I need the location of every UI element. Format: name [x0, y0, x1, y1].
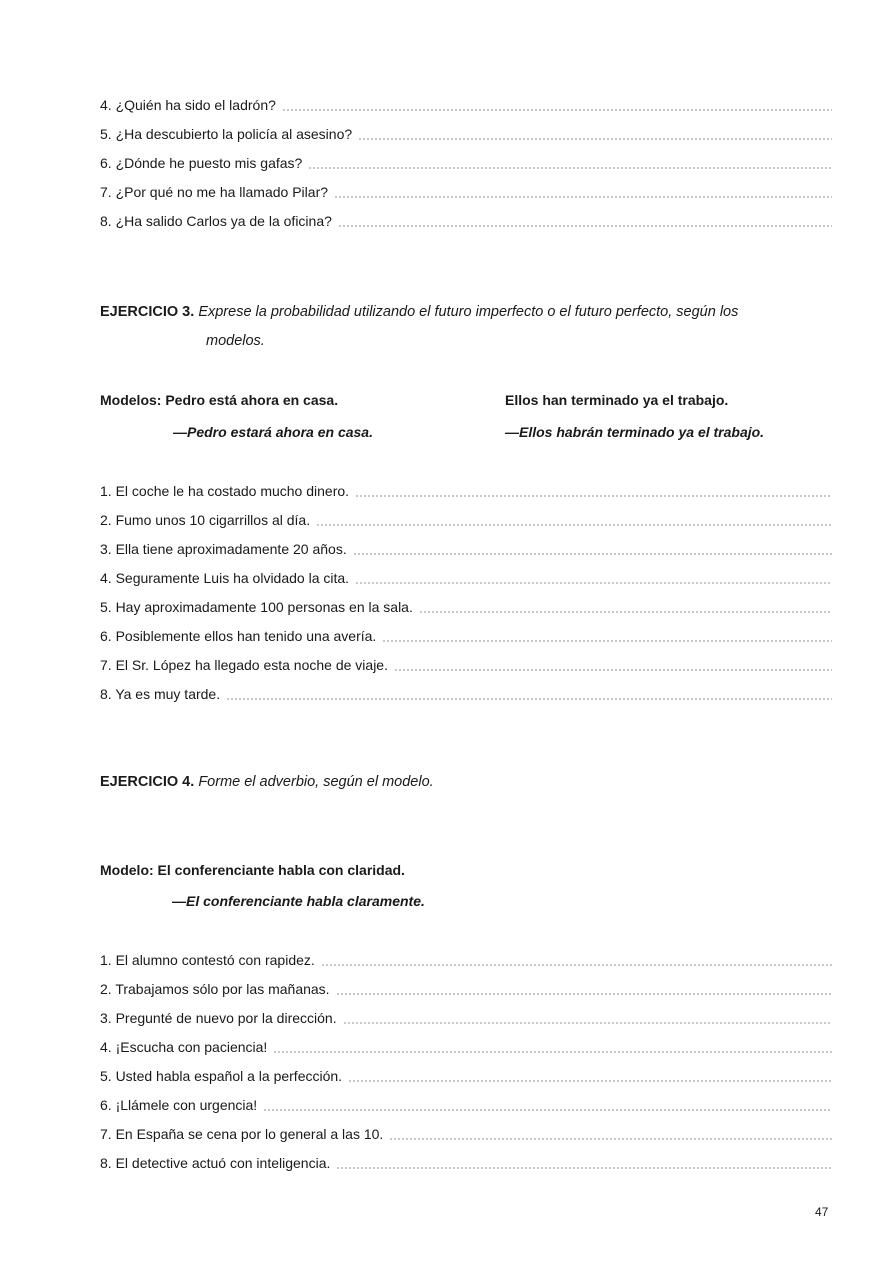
item-text: 2. Trabajamos sólo por las mañanas. [100, 981, 330, 997]
dotted-answer-space [358, 138, 832, 140]
exercise-3-heading [100, 302, 832, 322]
item-text: 7. El Sr. López ha llegado esta noche de viaje. [100, 657, 388, 673]
item-text: 3. Ella tiene aproximadamente 20 años. [100, 541, 347, 557]
answer-line [100, 683, 832, 703]
item-text: 5. Usted habla español a la perfección. [100, 1068, 343, 1084]
dotted-answer-space [353, 553, 832, 555]
dotted-answer-space [382, 640, 832, 642]
exercise-3-model-2: Ellos han terminado ya el trabajo. [505, 392, 729, 408]
answer-line [100, 654, 832, 674]
dotted-answer-space [389, 1138, 832, 1140]
dotted-answer-space [355, 495, 832, 497]
answer-line [100, 509, 832, 529]
dotted-answer-space [321, 964, 832, 966]
dotted-answer-space [355, 582, 832, 584]
item-text: 6. Posiblemente ellos han tenido una avería. [100, 628, 377, 644]
answer-line [100, 538, 832, 558]
dotted-answer-space [263, 1109, 832, 1111]
answer-line [100, 567, 832, 587]
answer-line [100, 596, 832, 616]
answer-line [100, 1036, 832, 1056]
answer-line [100, 625, 832, 645]
answer-line [100, 480, 832, 500]
item-text: 4. ¡Escucha con paciencia! [100, 1039, 268, 1055]
exercise-3-instruction: Exprese la probabilidad utilizando el futuro imperfecto o el futuro perfecto, según los [198, 304, 739, 320]
item-text: 7. En España se cena por lo general a las 10. [100, 1126, 384, 1142]
item-text: 8. El detective actuó con inteligencia. [100, 1155, 331, 1171]
dotted-answer-space [226, 698, 832, 700]
exercise-4-label: EJERCICIO 4. [100, 774, 195, 790]
dotted-answer-space [336, 993, 832, 995]
item-text: 1. El coche le ha costado mucho dinero. [100, 483, 350, 499]
dotted-answer-space [348, 1080, 832, 1082]
item-text: 2. Fumo unos 10 cigarrillos al día. [100, 512, 311, 528]
exercise-3-label: EJERCICIO 3. [100, 304, 195, 320]
answer-line [100, 123, 832, 143]
item-text: 8. Ya es muy tarde. [100, 686, 221, 702]
answer-line [100, 1123, 832, 1143]
exercise-3-model-1: Modelos: Pedro está ahora en casa. [100, 392, 339, 408]
answer-line [100, 210, 832, 230]
exercise-3-model-2-answer: —Ellos habrán terminado ya el trabajo. [505, 424, 765, 440]
exercise-3-model-1-answer: —Pedro estará ahora en casa. [173, 424, 373, 440]
exercise-4-instruction: Forme el adverbio, según el modelo. [198, 774, 434, 790]
dotted-answer-space [419, 611, 832, 613]
item-text: 5. ¿Ha descubierto la policía al asesino? [100, 126, 353, 142]
answer-line [100, 1094, 832, 1114]
exercise-4-model-answer: —El conferenciante habla claramente. [172, 893, 425, 909]
dotted-answer-space [282, 109, 832, 111]
answer-line [100, 94, 832, 114]
item-text: 6. ¡Llámele con urgencia! [100, 1097, 258, 1113]
item-text: 7. ¿Por qué no me ha llamado Pilar? [100, 184, 329, 200]
exercise-4-model: Modelo: El conferenciante habla con claridad. [100, 862, 405, 878]
answer-line [100, 152, 832, 172]
dotted-answer-space [343, 1022, 832, 1024]
answer-line [100, 1065, 832, 1085]
page-number: 47 [815, 1205, 829, 1219]
item-text: 3. Pregunté de nuevo por la dirección. [100, 1010, 337, 1026]
item-text: 8. ¿Ha salido Carlos ya de la oficina? [100, 213, 332, 229]
answer-line [100, 978, 832, 998]
answer-line [100, 1007, 832, 1027]
item-text: 5. Hay aproximadamente 100 personas en la sala. [100, 599, 413, 615]
dotted-answer-space [336, 1167, 832, 1169]
exercise-4-heading [100, 772, 832, 792]
item-text: 4. Seguramente Luis ha olvidado la cita. [100, 570, 350, 586]
dotted-answer-space [394, 669, 832, 671]
answer-line [100, 181, 832, 201]
dotted-answer-space [273, 1051, 832, 1053]
answer-line [100, 1152, 832, 1172]
exercise-3-instruction-continued: modelos. [206, 333, 265, 349]
answer-line [100, 949, 832, 969]
dotted-answer-space [316, 524, 832, 526]
item-text: 6. ¿Dónde he puesto mis gafas? [100, 155, 303, 171]
dotted-answer-space [308, 167, 832, 169]
item-text: 4. ¿Quién ha sido el ladrón? [100, 97, 276, 113]
dotted-answer-space [334, 196, 832, 198]
dotted-answer-space [338, 225, 832, 227]
item-text: 1. El alumno contestó con rapidez. [100, 952, 315, 968]
